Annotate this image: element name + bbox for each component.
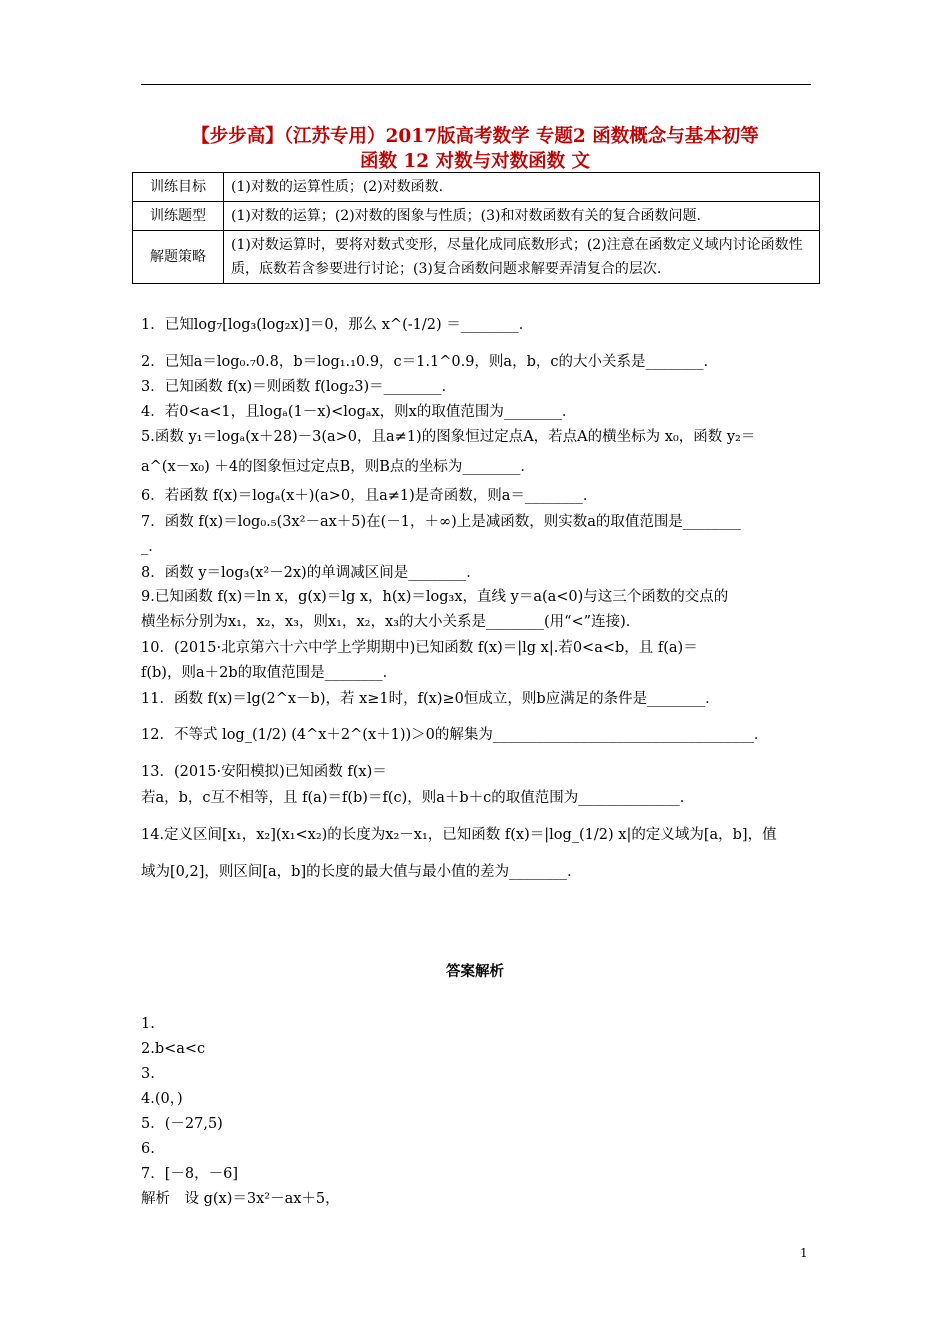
answer-7-analysis: 解析 设 g(x)＝3x²－ax＋5，	[141, 1191, 340, 1207]
table-row	[133, 231, 820, 284]
page-number: 1	[800, 1246, 808, 1260]
question-10-line-2: f(b)，则a＋2b的取值范围是________．	[141, 665, 398, 681]
question-11: 11．函数 f(x)＝lg(2^x－b)，若 x≥1时，f(x)≥0恒成立，则b应满足的条件是________．	[141, 691, 720, 707]
question-10-line-1: 10．(2015·北京第六十六中学上学期期中)已知函数 f(x)＝|lg x|.若0<a<b，且 f(a)＝	[141, 640, 698, 656]
question-14-line-2: 域为[0,2]，则区间[a，b]的长度的最大值与最小值的差为________．	[141, 864, 582, 880]
row-label: 训练目标	[133, 173, 224, 202]
answer-3: 3.	[141, 1066, 155, 1082]
question-4: 4．若0<a<1，且logₐ(1－x)<logₐx，则x的取值范围为________．	[141, 404, 577, 420]
answer-1: 1.	[141, 1016, 155, 1032]
question-8: 8．函数 y＝log₃(x²－2x)的单调减区间是________．	[141, 565, 481, 581]
question-9-line-2: 横坐标分别为x₁，x₂，x₃，则x₁，x₂，x₃的大小关系是________(用“<”连接)．	[141, 614, 641, 630]
document-title	[128, 124, 822, 174]
question-13-line-2: 若a，b，c互不相等，且 f(a)＝f(b)＝f(c)，则a＋b＋c的取值范围为______________．	[141, 790, 695, 806]
answer-5: 5．(－27,5)	[141, 1116, 223, 1132]
row-value: (1)对数的运算性质；(2)对数函数.	[224, 173, 820, 202]
question-5-line-1: 5.函数 y₁＝logₐ(x＋28)－3(a>0，且a≠1)的图象恒过定点A，若点A的横坐标为 x₀，函数 y₂＝	[141, 429, 756, 445]
row-label: 训练题型	[133, 202, 224, 231]
table-row	[133, 202, 820, 231]
answer-4: 4.(0，)	[141, 1091, 183, 1107]
answers-heading: 答案解析	[446, 963, 504, 980]
question-14-line-1: 14.定义区间[x₁，x₂](x₁<x₂)的长度为x₂－x₁，已知函数 f(x)＝|log_(1/2) x|的定义域为[a，b]，值	[141, 827, 777, 843]
answer-6: 6.	[141, 1141, 155, 1157]
question-7-line-1: 7．函数 f(x)＝log₀.₅(3x²－ax＋5)在(－1，＋∞)上是减函数，则实数a的取值范围是________	[141, 514, 741, 530]
question-3: 3．已知函数 f(x)＝则函数 f(log₂3)＝________．	[141, 379, 457, 395]
question-5-line-2: a^(x－x₀) ＋4的图象恒过定点B，则B点的坐标为________．	[141, 459, 535, 475]
table-row	[133, 173, 820, 202]
row-value: (1)对数的运算；(2)对数的图象与性质；(3)和对数函数有关的复合函数问题.	[224, 202, 820, 231]
question-9-line-1: 9.已知函数 f(x)＝ln x，g(x)＝lg x，h(x)＝log₃x，直线 y＝a(a<0)与这三个函数的交点的	[141, 589, 729, 605]
header-rule	[141, 84, 811, 85]
training-info-table	[132, 172, 820, 284]
question-12: 12．不等式 log_(1/2) (4^x＋2^(x＋1))＞0的解集为____________________________________．	[141, 727, 769, 743]
row-label: 解题策略	[133, 231, 224, 284]
row-value: (1)对数运算时，要将对数式变形，尽量化成同底数形式；(2)注意在函数定义域内讨论函数性质，底数若含参要进行讨论；(3)复合函数问题求解要弄清复合的层次.	[224, 231, 820, 284]
title-line-2: 函数 12 对数与对数函数 文	[359, 151, 591, 172]
question-2: 2．已知a＝log₀.₇0.8，b＝log₁.₁0.9，c＝1.1^0.9，则a，b，c的大小关系是________．	[141, 354, 718, 370]
answer-7: 7．[－8，－6]	[141, 1166, 238, 1182]
answer-2: 2.b<a<c	[141, 1041, 206, 1057]
question-13-line-1: 13．(2015·安阳模拟)已知函数 f(x)＝	[141, 764, 387, 780]
title-line-1: 【步步高】（江苏专用）2017版高考数学 专题2 函数概念与基本初等	[191, 126, 759, 147]
question-6: 6．若函数 f(x)＝logₐ(x＋)(a>0，且a≠1)是奇函数，则a＝________．	[141, 488, 598, 504]
question-7-line-2: _．	[141, 539, 163, 555]
question-1: 1．已知log₇[log₃(log₂x)]＝0，那么 x^(-1/2) ＝________．	[141, 317, 534, 333]
